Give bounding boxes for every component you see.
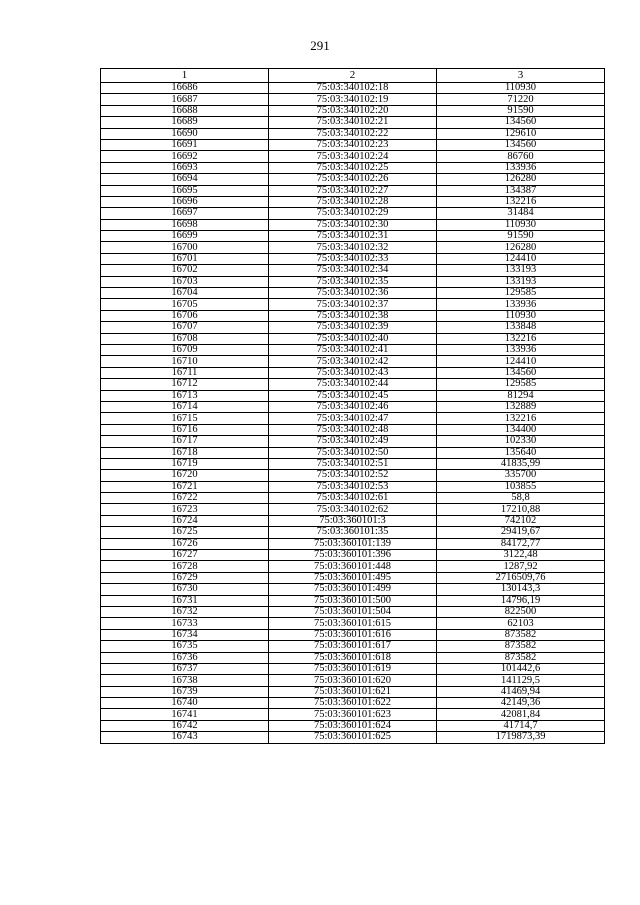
cadastral-number-cell: 75:03:340102:29 [269,208,437,219]
row-number-cell: 16696 [101,196,269,207]
table-row [101,527,605,538]
table-row [101,481,605,492]
value-cell: 134560 [437,367,605,378]
value-cell: 133936 [437,344,605,355]
cadastral-number-cell: 75:03:360101:448 [269,561,437,572]
row-number-cell: 16717 [101,436,269,447]
value-cell: 110930 [437,310,605,321]
row-number-cell: 16711 [101,367,269,378]
table-row [101,629,605,640]
cadastral-number-cell: 75:03:360101:3 [269,515,437,526]
row-number-cell: 16735 [101,641,269,652]
value-cell: 126280 [437,242,605,253]
table-row [101,219,605,230]
cadastral-number-cell: 75:03:340102:23 [269,139,437,150]
cadastral-number-cell: 75:03:340102:34 [269,265,437,276]
value-cell: 129585 [437,288,605,299]
row-number-cell: 16721 [101,481,269,492]
cadastral-number-cell: 75:03:340102:53 [269,481,437,492]
cadastral-number-cell: 75:03:340102:40 [269,333,437,344]
row-number-cell: 16705 [101,299,269,310]
cadastral-number-cell: 75:03:340102:51 [269,458,437,469]
cadastral-number-cell: 75:03:340102:31 [269,231,437,242]
table-row [101,584,605,595]
cadastral-number-cell: 75:03:340102:43 [269,367,437,378]
row-number-cell: 16739 [101,686,269,697]
table-row [101,242,605,253]
value-cell: 110930 [437,83,605,94]
row-number-cell: 16716 [101,424,269,435]
cadastral-number-cell: 75:03:340102:41 [269,344,437,355]
cadastral-number-cell: 75:03:360101:616 [269,629,437,640]
table-row [101,299,605,310]
cadastral-number-cell: 75:03:360101:617 [269,641,437,652]
value-cell: 873582 [437,629,605,640]
cadastral-number-cell: 75:03:360101:35 [269,527,437,538]
table-row [101,379,605,390]
value-cell: 31484 [437,208,605,219]
cadastral-number-cell: 75:03:360101:615 [269,618,437,629]
value-cell: 91590 [437,231,605,242]
value-cell: 335700 [437,470,605,481]
table-row [101,367,605,378]
cadastral-number-cell: 75:03:340102:18 [269,83,437,94]
table-header-row [101,69,605,83]
table-row [101,515,605,526]
row-number-cell: 16697 [101,208,269,219]
row-number-cell: 16731 [101,595,269,606]
value-cell: 102330 [437,436,605,447]
row-number-cell: 16732 [101,606,269,617]
value-cell: 873582 [437,641,605,652]
row-number-cell: 16737 [101,663,269,674]
row-number-cell: 16713 [101,390,269,401]
value-cell: 86760 [437,151,605,162]
table-row [101,94,605,105]
table-row [101,253,605,264]
row-number-cell: 16743 [101,732,269,743]
cadastral-number-cell: 75:03:340102:19 [269,94,437,105]
row-number-cell: 16703 [101,276,269,287]
row-number-cell: 16698 [101,219,269,230]
table-row [101,504,605,515]
cadastral-number-cell: 75:03:360101:618 [269,652,437,663]
value-cell: 132889 [437,401,605,412]
value-cell: 133193 [437,276,605,287]
table-row [101,618,605,629]
row-number-cell: 16712 [101,379,269,390]
table-row [101,174,605,185]
row-number-cell: 16709 [101,344,269,355]
table-row [101,265,605,276]
value-cell: 742102 [437,515,605,526]
value-cell: 126280 [437,174,605,185]
table-row [101,401,605,412]
value-cell: 135640 [437,447,605,458]
table-row [101,344,605,355]
column-header-1: 1 [101,69,269,83]
table-row [101,709,605,720]
page-number: 291 [310,38,330,53]
value-cell: 134560 [437,117,605,128]
value-cell: 134560 [437,139,605,150]
cadastral-number-cell: 75:03:360101:620 [269,675,437,686]
row-number-cell: 16715 [101,413,269,424]
cadastral-number-cell: 75:03:340102:30 [269,219,437,230]
row-number-cell: 16741 [101,709,269,720]
row-number-cell: 16689 [101,117,269,128]
cadastral-number-cell: 75:03:340102:21 [269,117,437,128]
cadastral-number-cell: 75:03:340102:36 [269,288,437,299]
table-row [101,105,605,116]
cadastral-number-cell: 75:03:340102:42 [269,356,437,367]
table-row [101,83,605,94]
cadastral-number-cell: 75:03:340102:52 [269,470,437,481]
table-row [101,128,605,139]
value-cell: 134387 [437,185,605,196]
cadastral-number-cell: 75:03:360101:619 [269,663,437,674]
value-cell: 129585 [437,379,605,390]
row-number-cell: 16719 [101,458,269,469]
value-cell: 133848 [437,322,605,333]
row-number-cell: 16690 [101,128,269,139]
value-cell: 132216 [437,196,605,207]
value-cell: 1719873,39 [437,732,605,743]
cadastral-number-cell: 75:03:360101:504 [269,606,437,617]
cadastral-number-cell: 75:03:340102:32 [269,242,437,253]
cadastral-number-cell: 75:03:340102:45 [269,390,437,401]
row-number-cell: 16700 [101,242,269,253]
row-number-cell: 16740 [101,698,269,709]
table-body [101,83,605,744]
table-row [101,561,605,572]
table-row [101,276,605,287]
cadastral-number-cell: 75:03:340102:49 [269,436,437,447]
cadastral-number-cell: 75:03:340102:50 [269,447,437,458]
table-row [101,151,605,162]
cadastral-number-cell: 75:03:340102:26 [269,174,437,185]
row-number-cell: 16730 [101,584,269,595]
cadastral-number-cell: 75:03:340102:22 [269,128,437,139]
table-row [101,356,605,367]
table-row [101,196,605,207]
table-row [101,652,605,663]
row-number-cell: 16693 [101,162,269,173]
value-cell: 133936 [437,299,605,310]
cadastral-number-cell: 75:03:340102:33 [269,253,437,264]
table-row [101,606,605,617]
cadastral-number-cell: 75:03:360101:396 [269,550,437,561]
row-number-cell: 16706 [101,310,269,321]
table-row [101,436,605,447]
row-number-cell: 16688 [101,105,269,116]
cadastral-number-cell: 75:03:340102:35 [269,276,437,287]
value-cell: 62103 [437,618,605,629]
row-number-cell: 16729 [101,572,269,583]
column-header-3: 3 [437,69,605,83]
value-cell: 41714,7 [437,720,605,731]
table-row [101,686,605,697]
value-cell: 103855 [437,481,605,492]
value-cell: 41835,99 [437,458,605,469]
table-row [101,322,605,333]
column-header-2: 2 [269,69,437,83]
table-row [101,641,605,652]
row-number-cell: 16691 [101,139,269,150]
table-row [101,288,605,299]
table-row [101,550,605,561]
row-number-cell: 16707 [101,322,269,333]
row-number-cell: 16687 [101,94,269,105]
cadastral-number-cell: 75:03:360101:139 [269,538,437,549]
value-cell: 3122,48 [437,550,605,561]
cadastral-number-cell: 75:03:340102:27 [269,185,437,196]
table-row [101,572,605,583]
value-cell: 29419,67 [437,527,605,538]
cadastral-value-table [100,68,605,744]
table-row [101,470,605,481]
row-number-cell: 16702 [101,265,269,276]
cadastral-number-cell: 75:03:340102:62 [269,504,437,515]
value-cell: 41469,94 [437,686,605,697]
value-cell: 81294 [437,390,605,401]
cadastral-number-cell: 75:03:360101:495 [269,572,437,583]
value-cell: 110930 [437,219,605,230]
value-cell: 822500 [437,606,605,617]
row-number-cell: 16708 [101,333,269,344]
cadastral-number-cell: 75:03:340102:28 [269,196,437,207]
table-row [101,720,605,731]
value-cell: 124410 [437,253,605,264]
table-row [101,538,605,549]
row-number-cell: 16686 [101,83,269,94]
value-cell: 129610 [437,128,605,139]
table-row [101,663,605,674]
row-number-cell: 16710 [101,356,269,367]
cadastral-number-cell: 75:03:340102:24 [269,151,437,162]
row-number-cell: 16694 [101,174,269,185]
table-row [101,117,605,128]
value-cell: 873582 [437,652,605,663]
row-number-cell: 16718 [101,447,269,458]
table-row [101,493,605,504]
value-cell: 133936 [437,162,605,173]
cadastral-number-cell: 75:03:340102:44 [269,379,437,390]
cadastral-number-cell: 75:03:340102:39 [269,322,437,333]
cadastral-number-cell: 75:03:360101:500 [269,595,437,606]
value-cell: 42081,84 [437,709,605,720]
value-cell: 101442,6 [437,663,605,674]
cadastral-number-cell: 75:03:360101:621 [269,686,437,697]
table-row [101,390,605,401]
table-row [101,333,605,344]
table-row [101,675,605,686]
value-cell: 132216 [437,413,605,424]
row-number-cell: 16720 [101,470,269,481]
row-number-cell: 16695 [101,185,269,196]
value-cell: 14796,19 [437,595,605,606]
row-number-cell: 16723 [101,504,269,515]
cadastral-number-cell: 75:03:340102:47 [269,413,437,424]
table-row [101,424,605,435]
cadastral-number-cell: 75:03:360101:623 [269,709,437,720]
value-cell: 130143,3 [437,584,605,595]
value-cell: 132216 [437,333,605,344]
table-row [101,458,605,469]
table-row [101,595,605,606]
value-cell: 84172,77 [437,538,605,549]
row-number-cell: 16736 [101,652,269,663]
cadastral-number-cell: 75:03:340102:38 [269,310,437,321]
value-cell: 124410 [437,356,605,367]
value-cell: 133193 [437,265,605,276]
row-number-cell: 16724 [101,515,269,526]
row-number-cell: 16727 [101,550,269,561]
value-cell: 42149,36 [437,698,605,709]
row-number-cell: 16733 [101,618,269,629]
row-number-cell: 16726 [101,538,269,549]
table-row [101,162,605,173]
table-row [101,447,605,458]
row-number-cell: 16725 [101,527,269,538]
value-cell: 141129,5 [437,675,605,686]
cadastral-number-cell: 75:03:340102:20 [269,105,437,116]
table-row [101,139,605,150]
row-number-cell: 16714 [101,401,269,412]
row-number-cell: 16734 [101,629,269,640]
cadastral-number-cell: 75:03:340102:25 [269,162,437,173]
value-cell: 91590 [437,105,605,116]
row-number-cell: 16722 [101,493,269,504]
cadastral-number-cell: 75:03:340102:61 [269,493,437,504]
value-cell: 71220 [437,94,605,105]
cadastral-number-cell: 75:03:340102:37 [269,299,437,310]
value-cell: 58,8 [437,493,605,504]
cadastral-number-cell: 75:03:360101:625 [269,732,437,743]
value-cell: 134400 [437,424,605,435]
row-number-cell: 16692 [101,151,269,162]
row-number-cell: 16728 [101,561,269,572]
cadastral-number-cell: 75:03:360101:499 [269,584,437,595]
value-cell: 1287,92 [437,561,605,572]
table-row [101,185,605,196]
row-number-cell: 16701 [101,253,269,264]
value-cell: 2716509,76 [437,572,605,583]
table-row [101,698,605,709]
cadastral-number-cell: 75:03:360101:622 [269,698,437,709]
row-number-cell: 16738 [101,675,269,686]
cadastral-number-cell: 75:03:340102:48 [269,424,437,435]
cadastral-number-cell: 75:03:360101:624 [269,720,437,731]
table-row [101,413,605,424]
table-row [101,732,605,743]
row-number-cell: 16699 [101,231,269,242]
row-number-cell: 16742 [101,720,269,731]
cadastral-number-cell: 75:03:340102:46 [269,401,437,412]
row-number-cell: 16704 [101,288,269,299]
table-row [101,231,605,242]
table-row [101,208,605,219]
table-row [101,310,605,321]
value-cell: 17210,88 [437,504,605,515]
